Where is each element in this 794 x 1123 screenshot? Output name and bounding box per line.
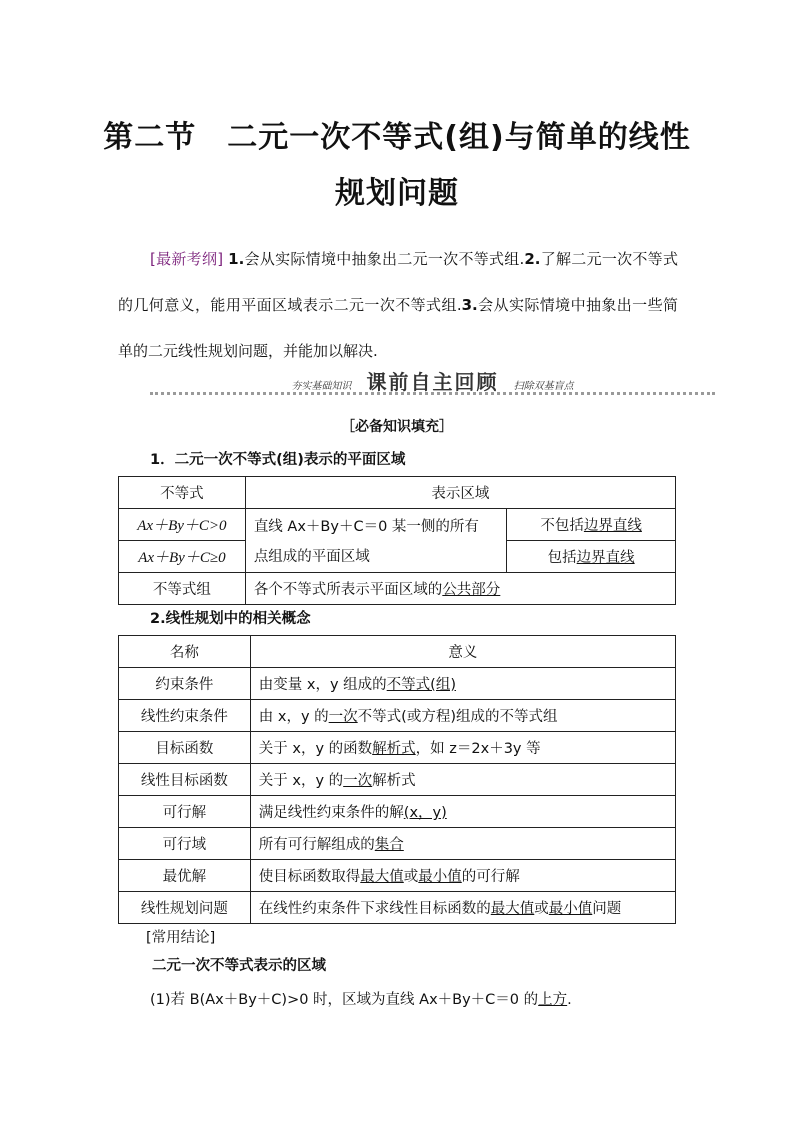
concept-meaning [250, 732, 675, 764]
syllabus-item3: 会从实际情境中抽象出一些简单的二元线性规划问题，并能加以解决. [118, 296, 678, 360]
row3-description [245, 573, 675, 605]
shared-description-line2: 点组成的平面区域 [253, 549, 370, 565]
concept-table [118, 635, 676, 924]
concept-name: 约束条件 [119, 668, 251, 700]
banner-right-text: 扫除双基盲点 [513, 381, 574, 392]
meaning-text: 在线性约束条件下求线性目标函数的 [258, 901, 491, 917]
meaning-text: 由变量 x，y 组成的 [258, 677, 387, 693]
table-row [119, 828, 676, 860]
table-row [119, 668, 676, 700]
concept-meaning [250, 700, 675, 732]
header-name: 名称 [119, 636, 251, 668]
meaning-underlined: 集合 [374, 837, 404, 853]
meaning-underlined: 最大值 [360, 869, 404, 885]
meaning-underlined: 最大值 [490, 901, 535, 917]
meaning-text-tail: ，如 z＝2x＋3y 等 [415, 741, 541, 757]
meaning-text: 关于 x，y 的函数 [258, 741, 373, 757]
header-meaning: 意义 [250, 636, 675, 668]
table-row [119, 732, 676, 764]
syllabus-item1: 会从实际情境中抽象出二元一次不等式组. [244, 250, 525, 268]
meaning-underlined-2: 最小值 [548, 901, 593, 917]
shared-description [245, 509, 506, 573]
row1-note-underlined: 边界直线 [583, 518, 642, 534]
concept-meaning [250, 796, 675, 828]
banner-main-text: 课前自主回顾 [366, 370, 499, 394]
meaning-underlined: 解析式 [372, 741, 416, 757]
page-title-line2: 规划问题 [335, 176, 459, 211]
meaning-underlined: 不等式(组) [386, 677, 456, 693]
meaning-underlined: (x，y) [403, 805, 447, 821]
banner-divider [150, 392, 715, 395]
conclusion-item1-tail: . [567, 992, 572, 1008]
syllabus-item2: 了解二元一次不等式的几何意义，能用平面区域表示二元一次不等式组. [118, 250, 678, 314]
syllabus-paragraph [118, 236, 678, 374]
meaning-text: 由 x，y 的 [258, 709, 329, 725]
concept-name: 线性目标函数 [119, 764, 251, 796]
meaning-text-tail: 的可行解 [461, 869, 520, 885]
conclusion-item1-text: (1)若 B(Ax＋By＋C)>0 时，区域为直线 Ax＋By＋C＝0 的 [150, 992, 539, 1008]
concept-meaning [250, 828, 675, 860]
syllabus-tag: [最新考纲] [150, 250, 224, 268]
concept-meaning [250, 892, 675, 924]
region-table [118, 476, 676, 605]
table-header-row [119, 636, 676, 668]
concept-name: 可行解 [119, 796, 251, 828]
row1-note [507, 509, 676, 541]
row1-inequality: Ax＋By＋C>0 [119, 509, 246, 541]
section1-heading: 1．二元一次不等式(组)表示的平面区域 [150, 452, 406, 468]
table-row [119, 892, 676, 924]
concept-name: 最优解 [119, 860, 251, 892]
header-region: 表示区域 [245, 477, 675, 509]
meaning-text: 使目标函数取得 [258, 869, 361, 885]
table-row [119, 573, 676, 605]
concept-name: 线性约束条件 [119, 700, 251, 732]
row2-note [507, 541, 676, 573]
meaning-text-mid: 或 [534, 901, 549, 917]
conclusion-tag: [常用结论] [146, 930, 216, 946]
concept-name: 目标函数 [119, 732, 251, 764]
section2-heading: 2.线性规划中的相关概念 [150, 611, 311, 627]
table-row [119, 764, 676, 796]
meaning-underlined-2: 最小值 [418, 869, 462, 885]
concept-meaning [250, 860, 675, 892]
meaning-underlined: 一次 [328, 709, 358, 725]
concept-name: 可行域 [119, 828, 251, 860]
shared-description-line1: 直线 Ax＋By＋C＝0 某一侧的所有 [253, 519, 479, 535]
row3-label: 不等式组 [119, 573, 246, 605]
table-row [119, 700, 676, 732]
meaning-text-tail: 不等式(或方程)组成的不等式组 [357, 709, 558, 725]
table-header-row [119, 477, 676, 509]
conclusion-heading: 二元一次不等式表示的区域 [152, 958, 326, 974]
row1-note-text: 不包括 [540, 518, 584, 534]
conclusion-item1 [150, 988, 572, 1009]
concept-meaning [250, 668, 675, 700]
meaning-underlined: 一次 [343, 773, 373, 789]
page-title: 第二节 二元一次不等式(组)与简单的线性 [103, 120, 691, 155]
meaning-text-tail: 问题 [592, 901, 622, 917]
concept-meaning [250, 764, 675, 796]
meaning-text: 所有可行解组成的 [258, 837, 375, 853]
section-head: ［必备知识填充］ [341, 419, 453, 435]
table-row [119, 860, 676, 892]
header-inequality: 不等式 [119, 477, 246, 509]
syllabus-item3-num: 3. [461, 296, 478, 314]
row3-text: 各个不等式所表示平面区域的 [253, 582, 443, 598]
conclusion-item1-underlined: 上方 [538, 992, 568, 1008]
meaning-text: 满足线性约束条件的解 [258, 805, 404, 821]
row2-inequality: Ax＋By＋C≥0 [119, 541, 246, 573]
meaning-text-mid: 或 [403, 869, 419, 885]
table-row [119, 509, 676, 541]
table-row [119, 796, 676, 828]
syllabus-item1-num: 1. [228, 250, 245, 268]
banner-left-text: 夯实基础知识 [291, 381, 352, 392]
row3-underlined: 公共部分 [442, 582, 501, 598]
concept-name: 线性规划问题 [119, 892, 251, 924]
meaning-text: 关于 x，y 的 [258, 773, 344, 789]
row2-note-text: 包括 [547, 550, 577, 566]
row2-note-underlined: 边界直线 [576, 550, 635, 566]
syllabus-item2-num: 2. [524, 250, 541, 268]
meaning-text-tail: 解析式 [372, 773, 416, 789]
